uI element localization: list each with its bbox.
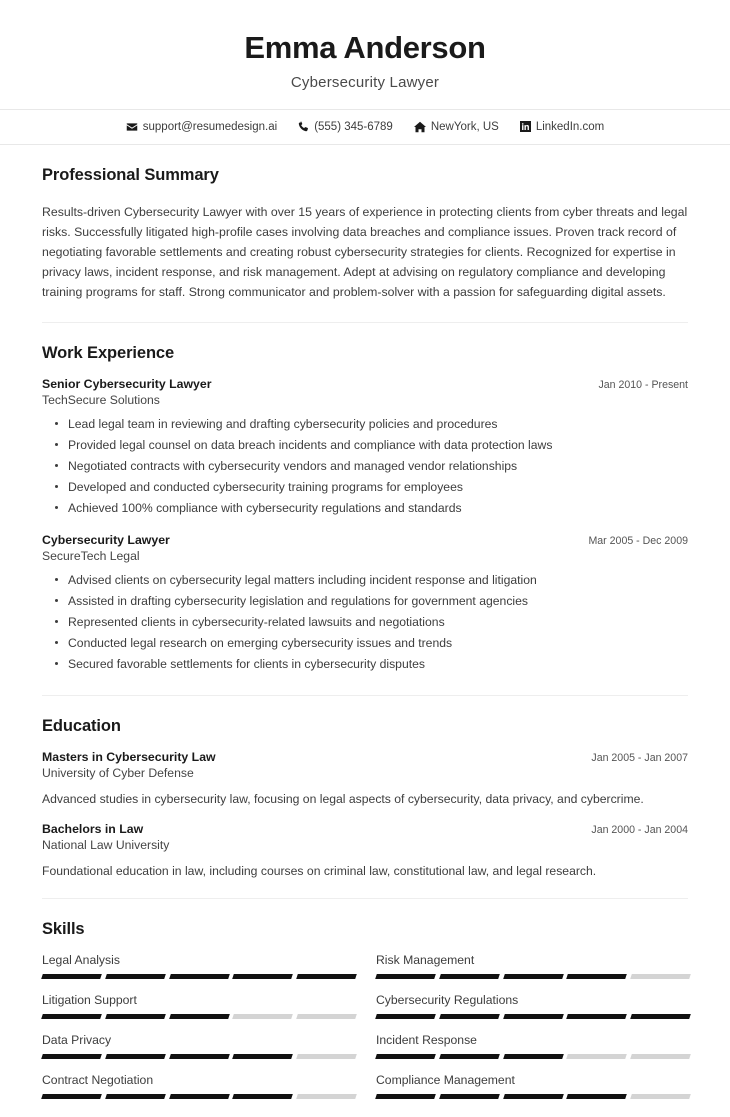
experience-entry	[42, 377, 688, 519]
experience-bullet: Developed and conducted cybersecurity training programs for employees	[68, 477, 688, 498]
experience-bullet: Conducted legal research on emerging cybersecurity issues and trends	[68, 633, 688, 654]
skill-level-segment	[439, 1094, 499, 1099]
skill-level-segment	[105, 1054, 165, 1059]
skill-level-segment	[169, 1094, 229, 1099]
skill-item	[376, 953, 690, 993]
skill-level-bar	[42, 1054, 356, 1059]
skill-level-segment	[296, 974, 356, 979]
skill-label: Compliance Management	[376, 1073, 515, 1088]
skill-level-segment	[169, 1014, 229, 1019]
contact-bar	[0, 110, 730, 144]
skill-item	[376, 993, 690, 1033]
skill-level-segment	[233, 974, 293, 979]
contact-divider	[0, 144, 730, 145]
education-heading: Education	[42, 716, 121, 735]
skill-level-segment	[503, 1094, 563, 1099]
education-school: University of Cyber Defense	[42, 765, 194, 780]
skill-level-bar	[42, 1094, 356, 1099]
experience-bullet-list	[42, 570, 688, 675]
skill-level-segment	[41, 974, 101, 979]
linkedin-icon	[520, 121, 531, 132]
experience-entry-header	[42, 377, 688, 391]
experience-bullet: Lead legal team in reviewing and drafting cybersecurity policies and procedures	[68, 414, 688, 435]
skill-level-segment	[105, 974, 165, 979]
skill-level-bar	[376, 1014, 690, 1019]
contact-phone-label: (555) 345-6789	[314, 120, 393, 133]
skill-level-bar	[376, 1054, 690, 1059]
skill-level-segment	[567, 1054, 627, 1059]
section-divider-experience	[42, 695, 688, 696]
skill-level-segment	[567, 1094, 627, 1099]
skill-level-segment	[630, 1054, 690, 1059]
education-entry-header	[42, 822, 688, 836]
phone-icon	[298, 121, 309, 133]
section-work-experience	[0, 344, 730, 695]
skill-level-segment	[296, 1014, 356, 1019]
skill-level-segment	[630, 1094, 690, 1099]
skill-level-segment	[105, 1014, 165, 1019]
education-entry-header	[42, 750, 688, 764]
section-divider-summary	[42, 322, 688, 323]
education-description: Advanced studies in cybersecurity law, focusing on legal aspects of cybersecurity, data privacy, and cybercrime.	[42, 791, 644, 806]
skills-heading: Skills	[42, 920, 85, 939]
skill-level-segment	[439, 974, 499, 979]
experience-entry	[42, 533, 688, 675]
section-education	[0, 717, 730, 899]
skill-level-segment	[439, 1014, 499, 1019]
contact-email[interactable]	[126, 121, 277, 133]
skill-level-segment	[439, 1054, 499, 1059]
candidate-name: Emma Anderson	[244, 30, 486, 65]
education-date: Jan 2000 - Jan 2004	[591, 824, 688, 837]
section-skills	[0, 920, 730, 1117]
skill-label: Legal Analysis	[42, 953, 120, 968]
experience-entry-header	[42, 533, 688, 547]
experience-bullet: Assisted in drafting cybersecurity legislation and regulations for government agencies	[68, 591, 688, 612]
skill-level-segment	[41, 1094, 101, 1099]
home-icon	[414, 121, 426, 133]
experience-date: Mar 2005 - Dec 2009	[588, 534, 688, 547]
contact-phone[interactable]	[298, 121, 393, 133]
skill-item	[42, 953, 356, 993]
skill-label: Contract Negotiation	[42, 1073, 154, 1088]
skill-level-segment	[375, 1014, 435, 1019]
skill-level-segment	[233, 1094, 293, 1099]
skills-grid	[42, 953, 688, 1113]
experience-bullet: Achieved 100% compliance with cybersecurity regulations and standards	[68, 498, 688, 519]
education-degree: Masters in Cybersecurity Law	[42, 749, 216, 764]
section-professional-summary	[0, 166, 730, 302]
skill-level-segment	[233, 1014, 293, 1019]
summary-heading: Professional Summary	[42, 165, 219, 184]
education-school: National Law University	[42, 838, 170, 853]
skill-level-segment	[630, 974, 690, 979]
skill-label: Cybersecurity Regulations	[376, 993, 519, 1008]
skill-item	[42, 993, 356, 1033]
skill-level-segment	[296, 1094, 356, 1099]
skill-level-segment	[375, 1094, 435, 1099]
experience-bullet: Provided legal counsel on data breach incidents and compliance with data protection laws	[68, 435, 688, 456]
skill-level-segment	[296, 1054, 356, 1059]
contact-location-label: NewYork, US	[430, 120, 499, 133]
education-description: Foundational education in law, including courses on criminal law, constitutional law, and legal research.	[42, 864, 597, 879]
skill-level-segment	[41, 1054, 101, 1059]
experience-bullet: Secured favorable settlements for clients in cybersecurity disputes	[68, 654, 688, 675]
skill-level-segment	[105, 1094, 165, 1099]
skill-level-segment	[503, 974, 563, 979]
contact-location[interactable]	[414, 121, 499, 133]
skill-level-bar	[376, 974, 690, 979]
skill-level-segment	[169, 974, 229, 979]
education-entry	[42, 822, 688, 881]
experience-company: TechSecure Solutions	[42, 392, 160, 407]
skill-label: Data Privacy	[42, 1033, 112, 1048]
skill-item	[376, 1033, 690, 1073]
skill-level-segment	[503, 1054, 563, 1059]
skill-level-segment	[41, 1014, 101, 1019]
envelope-icon	[126, 121, 138, 133]
skill-level-segment	[169, 1054, 229, 1059]
experience-role: Senior Cybersecurity Lawyer	[42, 376, 212, 391]
skill-level-segment	[233, 1054, 293, 1059]
section-divider-education	[42, 898, 688, 899]
contact-linkedin[interactable]	[520, 121, 604, 133]
experience-heading: Work Experience	[42, 343, 175, 362]
skill-label: Litigation Support	[42, 993, 137, 1008]
skill-level-segment	[375, 1054, 435, 1059]
skill-level-segment	[567, 974, 627, 979]
experience-date: Jan 2010 - Present	[598, 378, 688, 391]
skill-label: Risk Management	[376, 953, 475, 968]
experience-bullet-list	[42, 414, 688, 519]
experience-bullet: Represented clients in cybersecurity-related lawsuits and negotiations	[68, 612, 688, 633]
resume-header	[0, 0, 730, 109]
skill-level-segment	[630, 1014, 690, 1019]
skill-level-segment	[375, 974, 435, 979]
experience-company: SecureTech Legal	[42, 548, 140, 563]
skill-item	[42, 1073, 356, 1113]
contact-linkedin-label: LinkedIn.com	[535, 120, 605, 133]
summary-text: Results-driven Cybersecurity Lawyer with over 15 years of experience in protecting clients from cyber threats and legal risks. Successfully litigated high-profile cases involving data breaches and compliance issues. Proven track record of negotiating favorable settlements and creating robust cybersecurity strategies for clients. Recognized for expertise in privacy laws, incident response, and risk management. Adept at advising on regulatory compliance and developing training programs for staff. Strong communicator and problem-solver with a passion for safeguarding digital assets.	[42, 204, 688, 299]
skill-item	[42, 1033, 356, 1073]
candidate-job-title: Cybersecurity Lawyer	[290, 73, 440, 91]
education-date: Jan 2005 - Jan 2007	[591, 751, 688, 764]
education-degree: Bachelors in Law	[42, 822, 144, 837]
skill-label: Incident Response	[376, 1033, 477, 1048]
skill-level-segment	[567, 1014, 627, 1019]
contact-email-label: support@resumedesign.ai	[142, 120, 278, 133]
experience-bullet: Negotiated contracts with cybersecurity vendors and managed vendor relationships	[68, 456, 688, 477]
skill-level-bar	[42, 1014, 356, 1019]
skill-item	[376, 1073, 690, 1113]
skill-level-bar	[376, 1094, 690, 1099]
experience-role: Cybersecurity Lawyer	[42, 532, 170, 547]
experience-bullet: Advised clients on cybersecurity legal matters including incident response and litigation	[68, 570, 688, 591]
education-entry	[42, 750, 688, 809]
skill-level-segment	[503, 1014, 563, 1019]
skill-level-bar	[42, 974, 356, 979]
